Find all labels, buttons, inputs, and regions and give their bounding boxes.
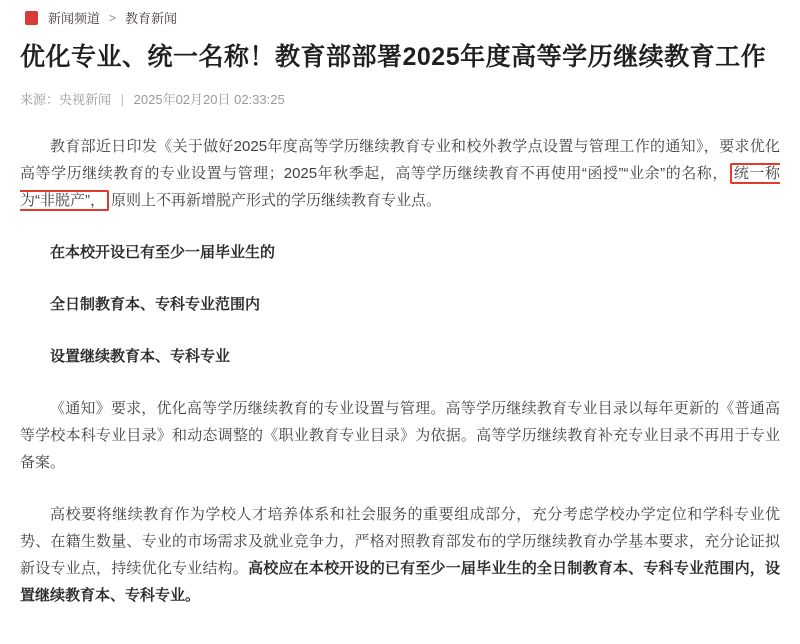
breadcrumb-separator-icon: >	[109, 10, 117, 25]
paragraph-intro	[20, 133, 780, 214]
highlighted-phrase: 统一称为“非脱产”，	[20, 164, 780, 209]
subhead-2: 全日制教育本、专科专业范围内	[50, 295, 261, 313]
paragraph-requirements	[20, 501, 780, 609]
paragraph-intro-after: 原则上不再新增脱产形式的学历继续教育专业点。	[111, 191, 442, 209]
article-timestamp: 2025年02月20日 02:33:25	[133, 91, 285, 107]
paragraph-intro-before: 教育部近日印发《关于做好2025年度高等学历继续教育专业和校外教学点设置与管理工作的通知》，要求优化高等学历继续教育的专业设置与管理；2025年秋季起，高等学历继续教育不再使用“函授”“业余”的名称，	[20, 137, 780, 182]
article-title: 优化专业、统一名称！教育部部署2025年度高等学历继续教育工作	[20, 43, 767, 71]
subhead-1: 在本校开设已有至少一届毕业生的	[50, 243, 276, 261]
meta-separator: |	[120, 91, 125, 107]
breadcrumb-section[interactable]: 教育新闻	[125, 11, 178, 26]
breadcrumb-channel[interactable]: 新闻频道	[48, 11, 101, 26]
channel-logo-icon	[25, 11, 38, 25]
subhead-3: 设置继续教育本、专科专业	[50, 347, 231, 365]
article-meta	[20, 89, 780, 108]
breadcrumb	[25, 8, 780, 27]
paragraph-notice: 《通知》要求，优化高等学历继续教育的专业设置与管理。高等学历继续教育专业目录以每年更新的《普通高等学校本科专业目录》和动态调整的《职业教育专业目录》为依据。高等学历继续教育补充专业目录不再用于专业备案。	[20, 399, 780, 471]
paragraph-requirements-normal: 高校要将继续教育作为学校人才培养体系和社会服务的重要组成部分，充分考虑学校办学定位和学科专业优势、在籍生数量、专业的市场需求及就业竞争力，严格对照教育部发布的学历继续教育办学基本要求，充分论证拟新设专业点，持续优化专业结构。	[20, 505, 780, 577]
paragraph-requirements-bold: 高校应在本校开设的已有至少一届毕业生的全日制教育本、专科专业范围内，设置继续教育本、专科专业。	[20, 559, 780, 604]
article-source: 来源：央视新闻	[20, 91, 112, 107]
